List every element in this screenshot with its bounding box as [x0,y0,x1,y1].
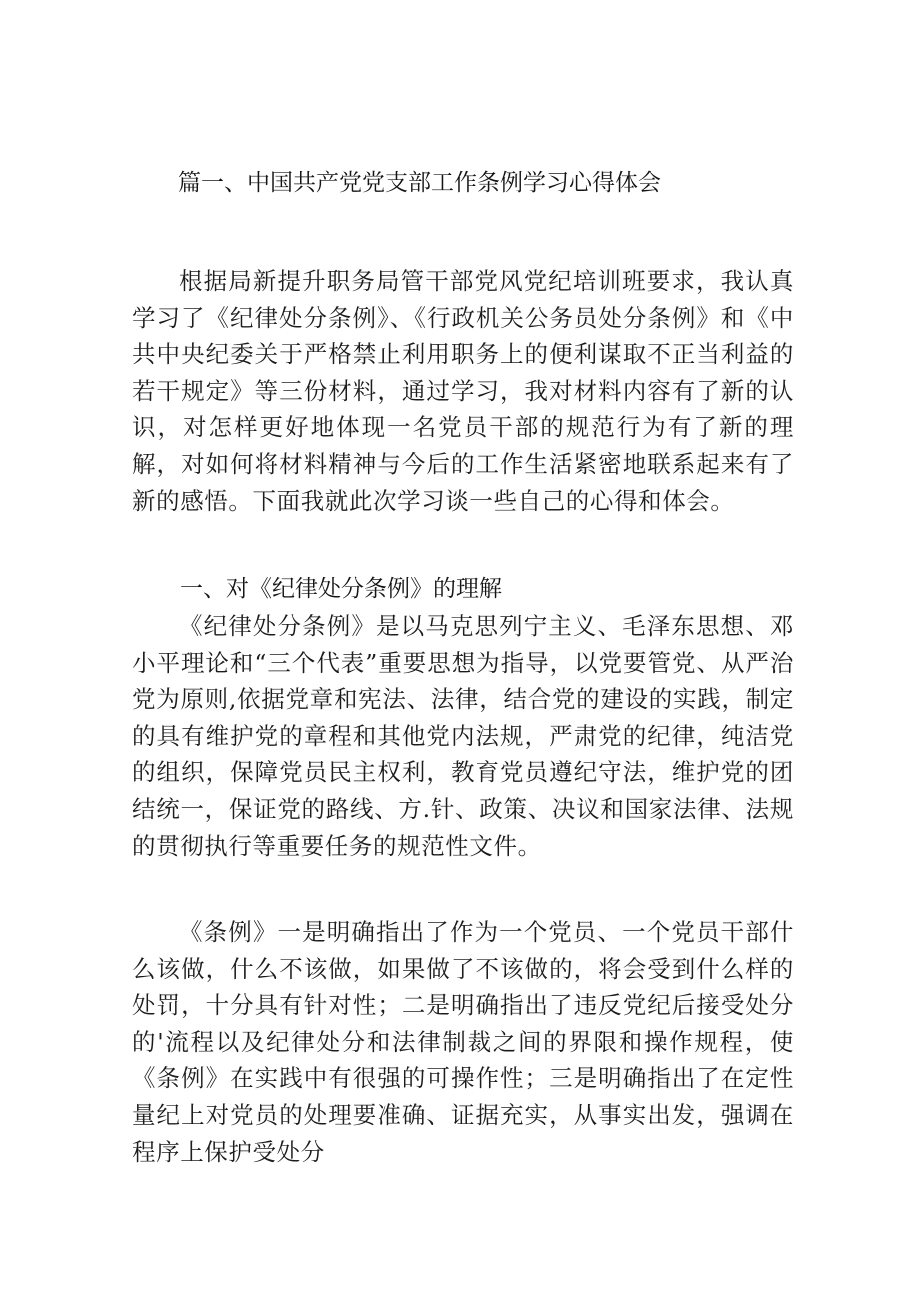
paragraph-regulation-definition: 《纪律处分条例》是以马克思列宁主义、毛泽东思想、邓小平理论和“三个代表”重要思想为指导，以党要管党、从严治党为原则,依据党章和宪法、法律，结合党的建设的实践，制定的具有维护党的章程和其他党内法规，严肃党的纪律，纯洁党的组织，保障党员民主权利，教育党员遵纪守法，维护党的团结统一，保证党的路线、方.针、政策、决议和国家法律、法规的贯彻执行等重要任务的规范性文件。 [132,612,794,860]
document-title: 篇一、中国共产党党支部工作条例学习心得体会 [178,170,661,196]
section-heading: 一、对《纪律处分条例》的理解 [180,576,502,602]
paragraph-regulation-points: 《条例》一是明确指出了作为一个党员、一个党员干部什么该做，什么不该做，如果做了不该做的，将会受到什么样的处罚，十分具有针对性；二是明确指出了违反党纪后接受处分的'流程以及纪律处分和法律制裁之间的界限和操作规程，使《条例》在实践中有很强的可操作性；三是明确指出了在定性量纪上对党员的处理要准确、证据充实，从事实出发，强调在程序上保护受处分 [132,918,794,1166]
paragraph-intro: 根据局新提升职务局管干部党风党纪培训班要求，我认真学习了《纪律处分条例》、《行政机关公务员处分条例》和《中共中央纪委关于严格禁止利用职务上的便利谋取不正当利益的若干规定》等三份材料，通过学习，我对材料内容有了新的认识，对怎样更好地体现一名党员干部的规范行为有了新的理解，对如何将材料精神与今后的工作生活紧密地联系起来有了新的感悟。下面我就此次学习谈一些自己的心得和体会。 [132,267,794,515]
